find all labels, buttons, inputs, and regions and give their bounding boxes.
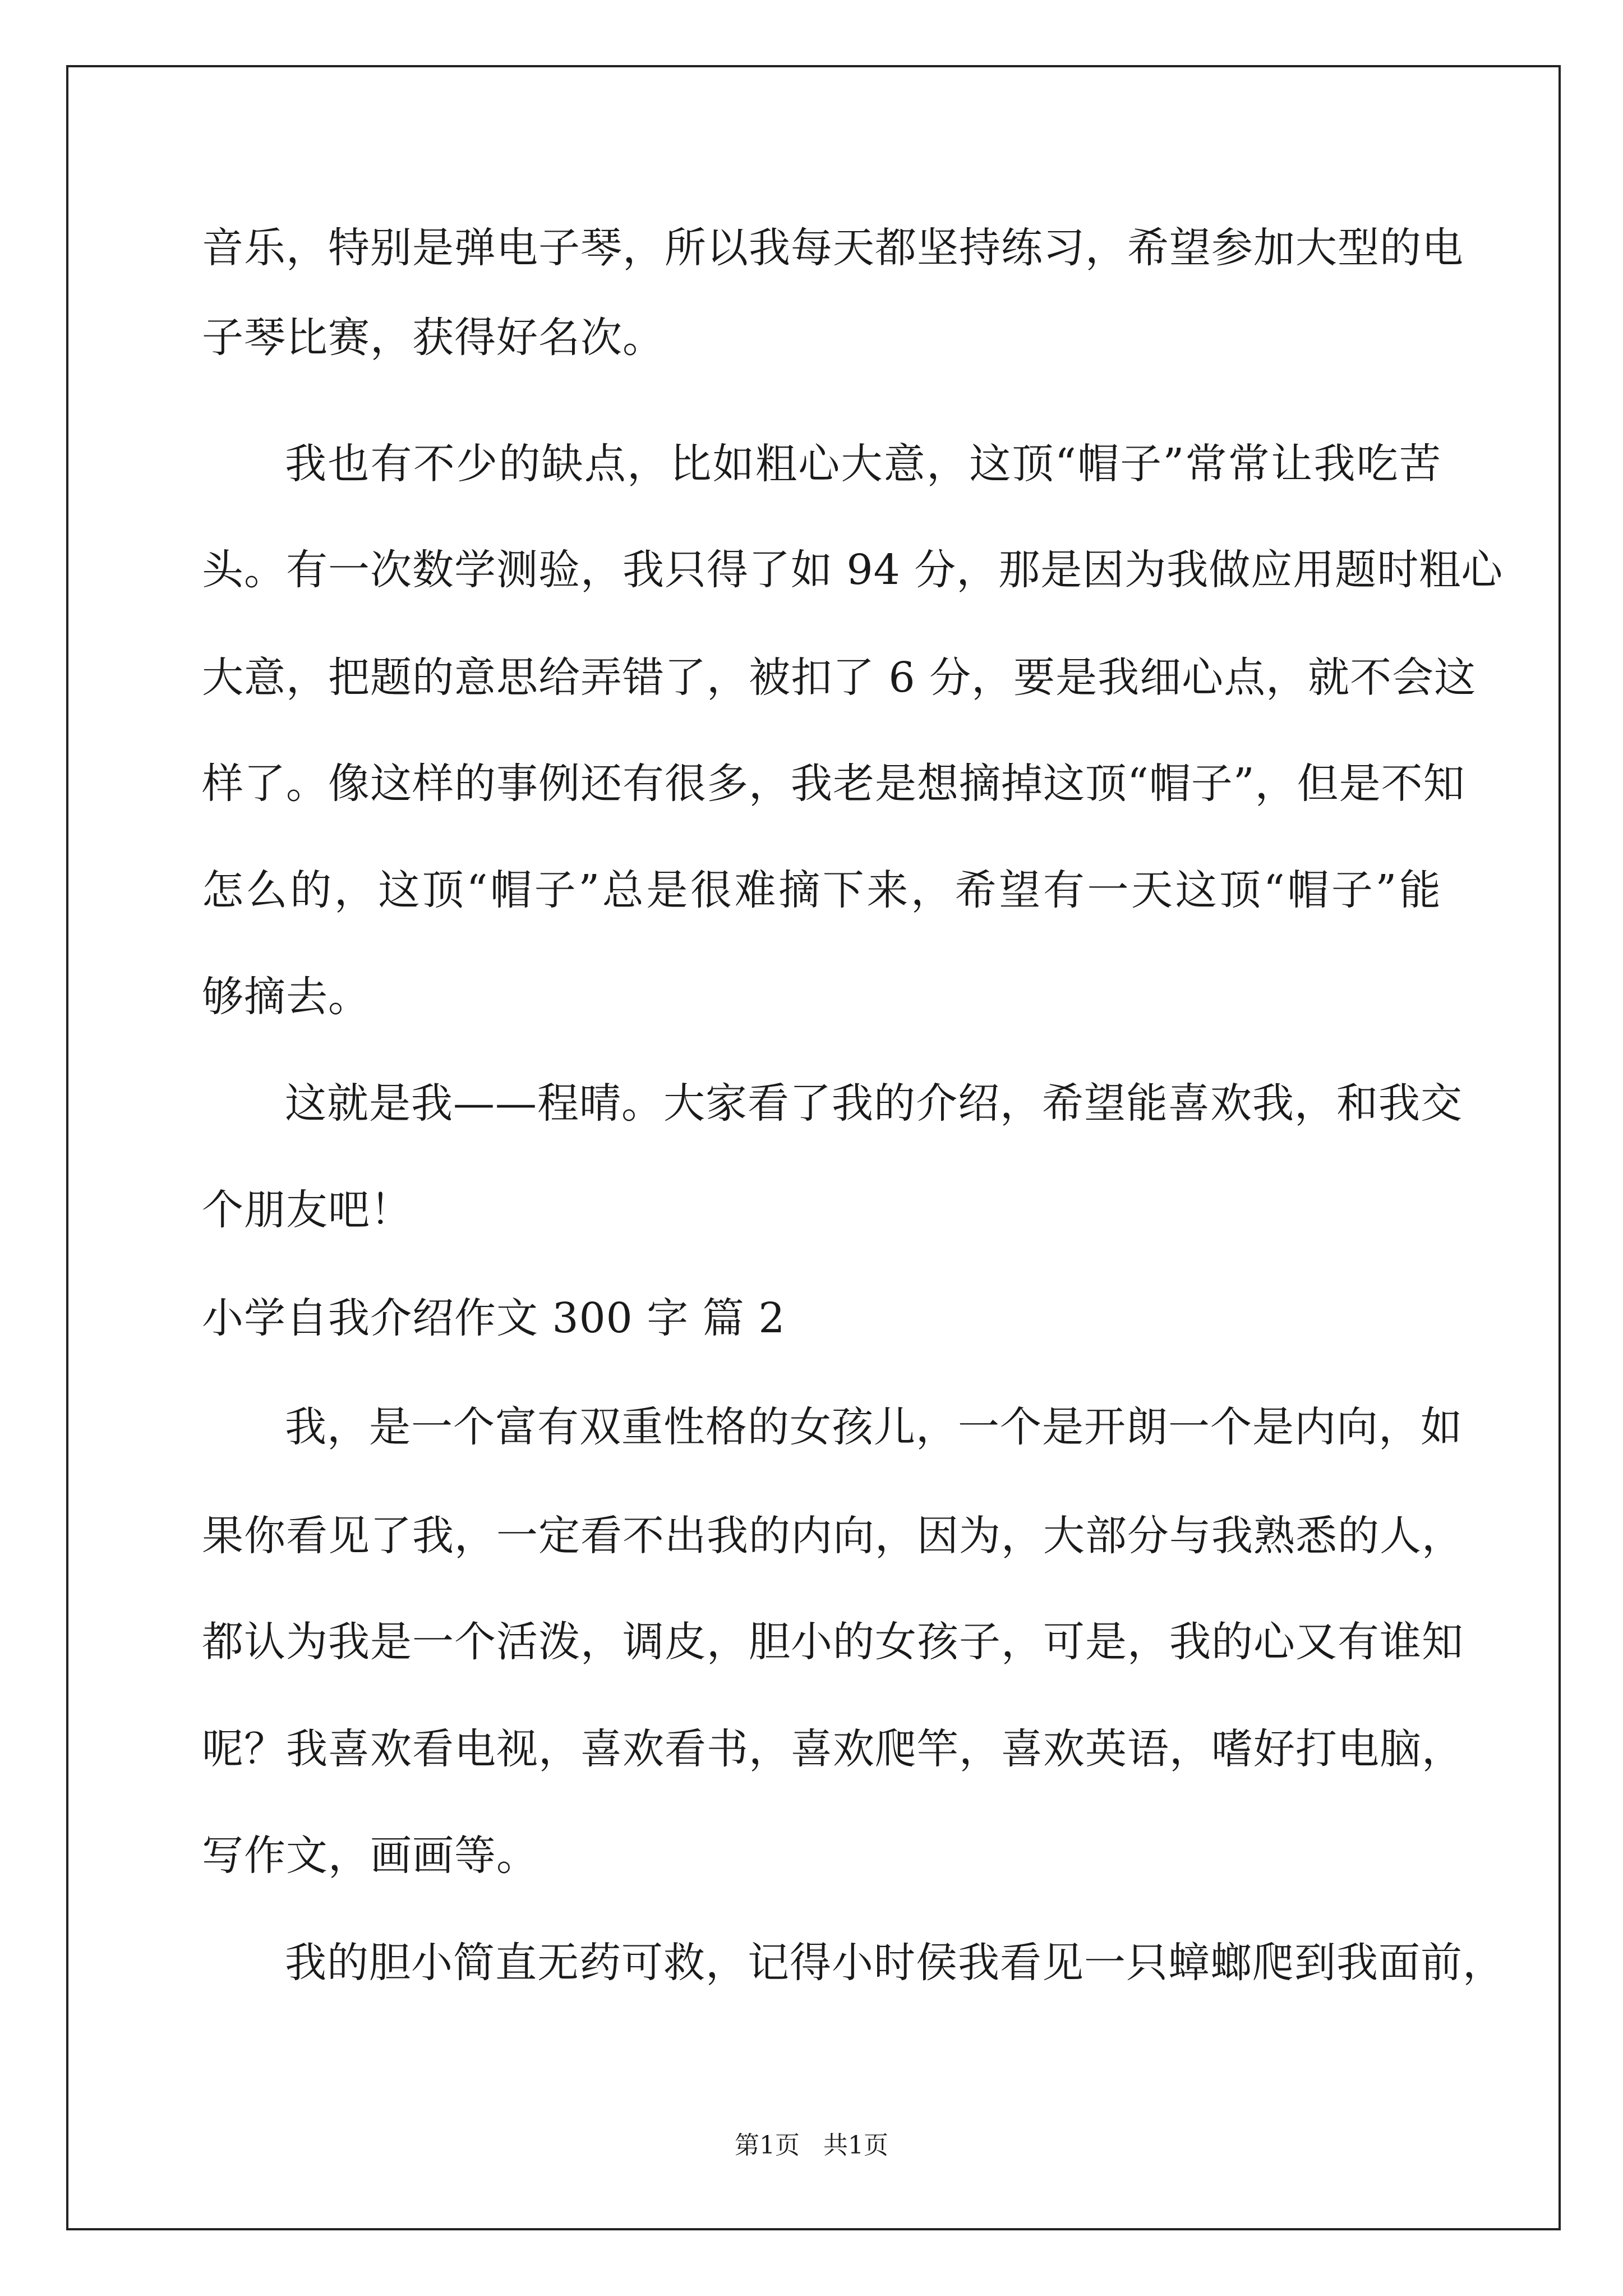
page-border: [66, 65, 1561, 2230]
paragraph-line: 样了。像这样的事例还有很多，我老是想摘掉这顶“帽子”，但是不知: [202, 760, 1465, 808]
paragraph-line: 我的胆小简直无药可救，记得小时侯我看见一只蟑螂爬到我面前，: [285, 1939, 1505, 1987]
paragraph-line: 音乐，特别是弹电子琴，所以我每天都坚持练习，希望参加大型的电: [202, 224, 1464, 272]
paragraph-line: 写作文，画画等。: [202, 1832, 538, 1880]
paragraph-line: 我也有不少的缺点，比如粗心大意，这顶“帽子”常常让我吃苦: [285, 440, 1441, 488]
paragraph-line: 个朋友吧！: [202, 1186, 412, 1234]
page-footer: 第1页 共1页: [735, 2131, 888, 2160]
paragraph-line: 大意，把题的意思给弄错了，被扣了 6 分，要是我细心点，就不会这: [202, 654, 1477, 702]
paragraph-line: 果你看见了我，一定看不出我的内向，因为，大部分与我熟悉的人，: [202, 1512, 1464, 1560]
paragraph-line: 子琴比赛，获得好名次。: [202, 314, 665, 362]
section-heading: 小学自我介绍作文 300 字 篇 2: [202, 1294, 786, 1342]
paragraph-line: 够摘去。: [202, 973, 370, 1021]
paragraph-line: 这就是我——程晴。大家看了我的介绍，希望能喜欢我，和我交: [285, 1079, 1463, 1128]
paragraph-line: 怎么的，这顶“帽子”总是很难摘下来，希望有一天这顶“帽子”能: [202, 866, 1441, 914]
paragraph-line: 呢？我喜欢看电视，喜欢看书，喜欢爬竿，喜欢英语，嗜好打电脑，: [202, 1725, 1464, 1773]
paragraph-line: 都认为我是一个活泼，调皮，胆小的女孩子，可是，我的心又有谁知: [202, 1618, 1464, 1666]
paragraph-line: 我，是一个富有双重性格的女孩儿，一个是开朗一个是内向，如: [285, 1403, 1463, 1451]
paragraph-line: 头。有一次数学测验，我只得了如 94 分，那是因为我做应用题时粗心: [202, 546, 1504, 594]
